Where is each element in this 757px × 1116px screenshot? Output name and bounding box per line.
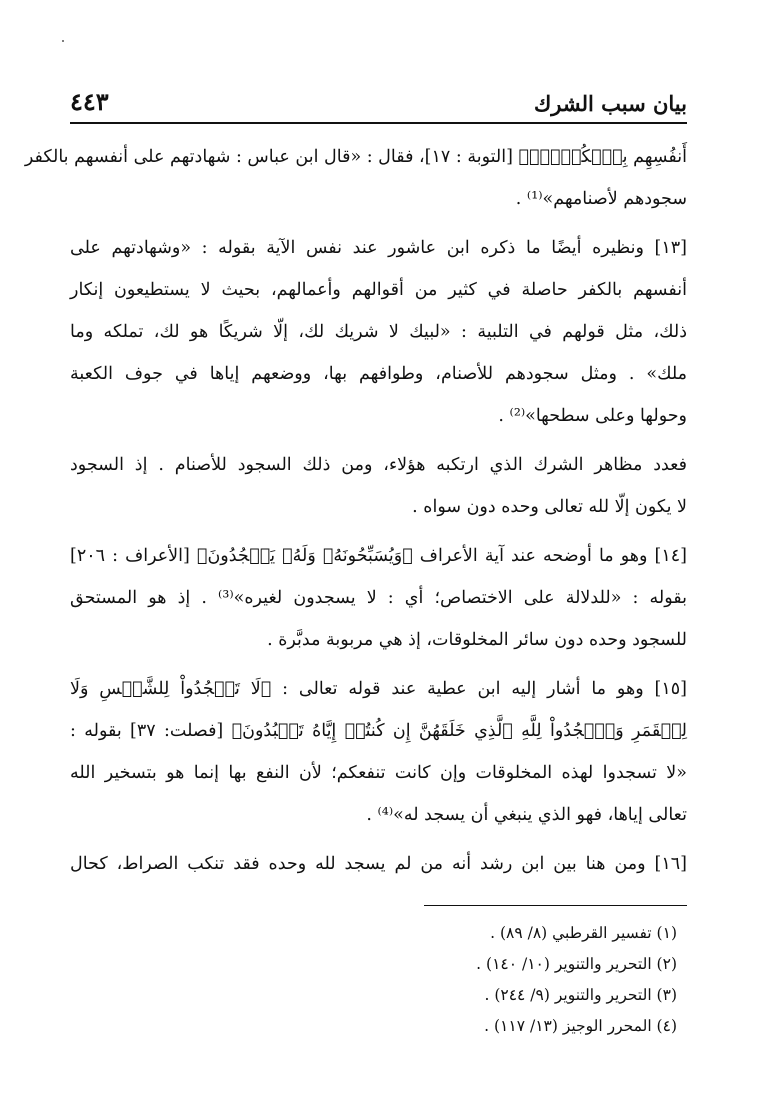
text-line: ملك» . ومثل سجودهم للأصنام، وطوافهم بها، ووضعهم إياها في جوف الكعبة: [70, 364, 687, 384]
text-line: فعدد مظاهر الشرك الذي ارتكبه هؤلاء، ومن ذلك السجود للأصنام . إذ السجود: [70, 455, 687, 475]
text-line: [١٦] ومن هنا بين ابن رشد أنه من لم يسجد لله وحده فقد تنكب الصراط، كحال: [70, 854, 687, 874]
text-line: [١٣] ونظيره أيضًا ما ذكره ابن عاشور عند نفس الآية بقوله : «وشهادتهم على: [70, 238, 687, 258]
text-line: تعالى إياها، فهو الذي ينبغي أن يسجد له»⁽⁴⁾ .: [366, 805, 687, 825]
body-text: [24, 136, 688, 885]
footnote: (٣) التحرير والتنوير (٩/ ٢٤٤) .: [484, 986, 677, 1004]
footnote: (١) تفسير القرطبي (٨/ ٨٩) .: [490, 924, 677, 942]
text-line: «لا تسجدوا لهذه المخلوقات وإن كانت تنفعكم؛ لأن النفع بها إنما هو بتسخير الله: [70, 763, 687, 783]
paragraph-gap: [70, 836, 687, 843]
text-line: [١٥] وهو ما أشار إليه ابن عطية عند قوله تعالى : ﴿لَا تَسۡجُدُواْ لِلشَّمۡسِ وَلَا: [70, 679, 687, 699]
text-line: للسجود وحده دون سائر المخلوقات، إذ هي مربوبة مدبَّرة .: [267, 630, 687, 650]
text-line: لا يكون إلّا لله تعالى وحده دون سواه .: [412, 497, 687, 517]
header-rule: [70, 122, 687, 124]
paragraph-gap: [70, 528, 687, 535]
footnotes: [476, 918, 677, 1042]
footnote: (٤) المحرر الوجيز (١٣/ ١١٧) .: [484, 1017, 677, 1035]
text-line: سجودهم لأصنامهم»⁽¹⁾ .: [515, 189, 687, 209]
paragraph-gap: [70, 437, 687, 444]
text-line: [١٤] وهو ما أوضحه عند آية الأعراف ﴿وَيُسَبِّحُونَهُۥ وَلَهُۥ يَسۡجُدُونَ﴾ [الأعراف : ٢٠٦]: [70, 546, 687, 566]
text-line: أَنفُسِهِم بِٱلۡكُفۡرِۚ﴾ [التوبة : ١٧]، فقال : «قال ابن عباس : شهادتهم على أنفسهم بالكفر: [24, 147, 687, 167]
running-header: [70, 84, 687, 116]
text-line: وحولها وعلى سطحها»⁽²⁾ .: [498, 406, 687, 426]
running-title: بيان سبب الشرك: [533, 91, 687, 116]
page-number: ٤٤٣: [70, 87, 109, 116]
scan-speck: [62, 40, 64, 42]
text-line: ذلك، مثل قولهم في التلبية : «لبيك لا شريك لك، إلّا شريكًا هو لك، تملكه وما: [70, 322, 687, 342]
paragraph-gap: [70, 661, 687, 668]
footnote: (٢) التحرير والتنوير (١٠/ ١٤٠) .: [476, 955, 677, 973]
footnote-rule: [424, 905, 687, 906]
paragraph-gap: [70, 220, 687, 227]
text-line: بقوله : «للدلالة على الاختصاص؛ أي : لا يسجدون لغيره»⁽³⁾ . إذ هو المستحق: [70, 588, 687, 608]
text-line: لِلۡقَمَرِ وَٱسۡجُدُواْ لِلَّهِ ٱلَّذِي خَلَقَهُنَّ إِن كُنتُمۡ إِيَّاهُ تَعۡبُدُونَ﴾ [فصلت: ٣٧] بقوله :: [70, 721, 688, 741]
text-line: أنفسهم بالكفر حاصلة في كثير من أقوالهم وأعمالهم، بحيث لا يستطيعون إنكار: [70, 280, 687, 300]
